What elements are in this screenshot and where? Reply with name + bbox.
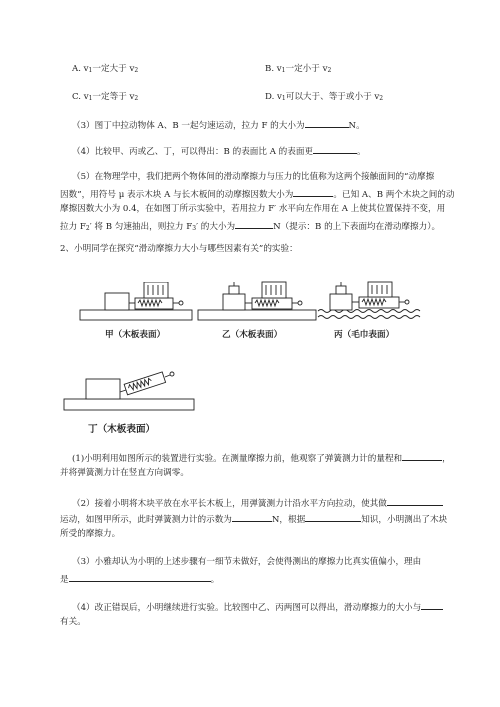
part-4-text: （4）改正错误后，小明继续进行实验。比较图中乙、丙两图可以得出，滑动摩擦力的大小与: [72, 603, 422, 613]
part-2-text-c: N，根据: [271, 515, 306, 525]
option-a-sub1: 1: [88, 67, 93, 74]
part-4-line-1: [72, 600, 443, 614]
option-a-text: 一定大于 v: [92, 64, 135, 74]
part-3-end: 。: [210, 575, 220, 585]
option-c-sub2: 2: [134, 95, 139, 102]
caption-yi: 乙（木板表面）: [222, 330, 283, 340]
question-5-line-1: （5）在物理学中，我们把两个物体间的滑动摩擦力与压力的比值称为这两个接触面间的“动摩擦: [72, 172, 435, 182]
part-2-line-2: [60, 512, 447, 526]
answer-blank[interactable]: [235, 219, 273, 229]
part-4-line-2: 有关。: [60, 617, 86, 627]
option-c-prefix: C. v: [72, 92, 89, 102]
question-5-line-3: 摩擦因数大小为 0.4，在如图丁所示实验中，若用拉力 F′ 水平向左作用在 A 上使其位置保持不变，用: [60, 204, 446, 214]
option-d: [265, 91, 383, 105]
part-1-line-1: [72, 451, 451, 465]
part-3-line-1: （3）小雅却认为小明的上述步骤有一细节未做好，会使得测出的摩擦力比真实值偏小，理由: [72, 557, 422, 567]
figure-ding: [62, 365, 198, 415]
option-b-sub1: 1: [281, 67, 286, 74]
option-b-prefix: B. v: [265, 64, 282, 74]
figure-yi: [196, 280, 320, 324]
option-a-sub2: 2: [134, 67, 139, 74]
answer-blank[interactable]: [305, 118, 349, 128]
part-2-text-a: （2）接着小明将木块平放在水平长木板上，用弹簧测力计沿水平方向拉动，使其做: [72, 499, 387, 509]
answer-blank[interactable]: [387, 496, 443, 506]
part-2-line-1: [72, 496, 443, 510]
part-2-text-b: 运动，如图甲所示，此时弹簧测力计的示数为: [60, 515, 232, 525]
option-d-prefix: D. v: [265, 92, 282, 102]
option-a: [72, 63, 138, 77]
caption-bing: 丙（毛巾表面）: [334, 330, 395, 340]
option-d-text: 可以大于、等于或小于 v: [285, 92, 380, 102]
part-2-line-3: 所受的摩擦力。: [60, 529, 121, 539]
question-4-text: （4）比较甲、丙或乙、丁，可以得出：B 的表面比 A 的表面更: [72, 147, 314, 157]
part-1-end: ，: [442, 454, 451, 464]
answer-blank[interactable]: [313, 144, 357, 154]
question-3: [72, 118, 365, 132]
figure-bing: [316, 280, 426, 324]
part-1-line-2: 并将弹簧测力计在竖直方向调零。: [60, 468, 189, 478]
question-5-text-c: ′ 将 B 匀速抽出，则拉力 F: [89, 222, 193, 232]
caption-jia: 甲（木板表面）: [105, 330, 166, 340]
option-d-sub1: 1: [281, 95, 286, 102]
figure-jia: [78, 282, 198, 324]
option-b-text: 一定小于 v: [285, 64, 328, 74]
question-5-sub-2: 2: [85, 225, 90, 232]
answer-blank[interactable]: [69, 572, 211, 582]
option-c-text: 一定等于 v: [92, 92, 135, 102]
option-c-sub1: 1: [88, 95, 93, 102]
question-4: [72, 144, 366, 158]
part-3-text-a: 是: [60, 575, 69, 585]
question-5-text-a: 因数”，用符号 μ 表示木块 A 与长木板间的动摩擦因数大小为: [60, 190, 294, 200]
question-5-text-b: 。已知 A、B 两个木块之间的动: [333, 190, 455, 200]
question-4-end: 。: [357, 147, 366, 157]
problem-2-title: 2、小明同学在探究“滑动摩擦力大小与哪些因素有关”的实验：: [60, 244, 298, 254]
part-3-line-2: [60, 572, 219, 586]
option-a-prefix: A. v: [72, 64, 89, 74]
option-b-sub2: 2: [327, 67, 332, 74]
answer-blank[interactable]: [293, 187, 333, 197]
caption-ding: 丁（木板表面）: [88, 424, 156, 435]
answer-blank[interactable]: [421, 600, 443, 610]
option-d-sub2: 2: [379, 95, 384, 102]
question-5-line-4: [60, 219, 440, 235]
question-5-text-d: ′ 的大小为: [196, 222, 236, 232]
question-5-line-2: [60, 187, 455, 201]
answer-blank[interactable]: [232, 512, 272, 522]
option-c: [72, 91, 138, 105]
question-3-text: （3）图丁中拉动物体 A、B 一起匀速运动，拉力 F 的大小为: [72, 121, 305, 131]
question-5-force-a: 拉力 F: [60, 222, 86, 232]
answer-blank[interactable]: [402, 451, 442, 461]
option-b: [265, 63, 331, 77]
question-5-sub-3: 3: [192, 225, 197, 232]
part-1-text: (1)小明利用如图所示的装置进行实验。在测量摩擦力前，他观察了弹簧测力计的量程和: [72, 454, 403, 464]
question-5-text-e: N（提示：B 的上下表面均在滑动摩擦力）。: [273, 222, 441, 232]
part-2-text-d: 知识，小明测出了木块: [361, 515, 448, 525]
question-3-end: N。: [348, 121, 365, 131]
answer-blank[interactable]: [305, 512, 361, 522]
